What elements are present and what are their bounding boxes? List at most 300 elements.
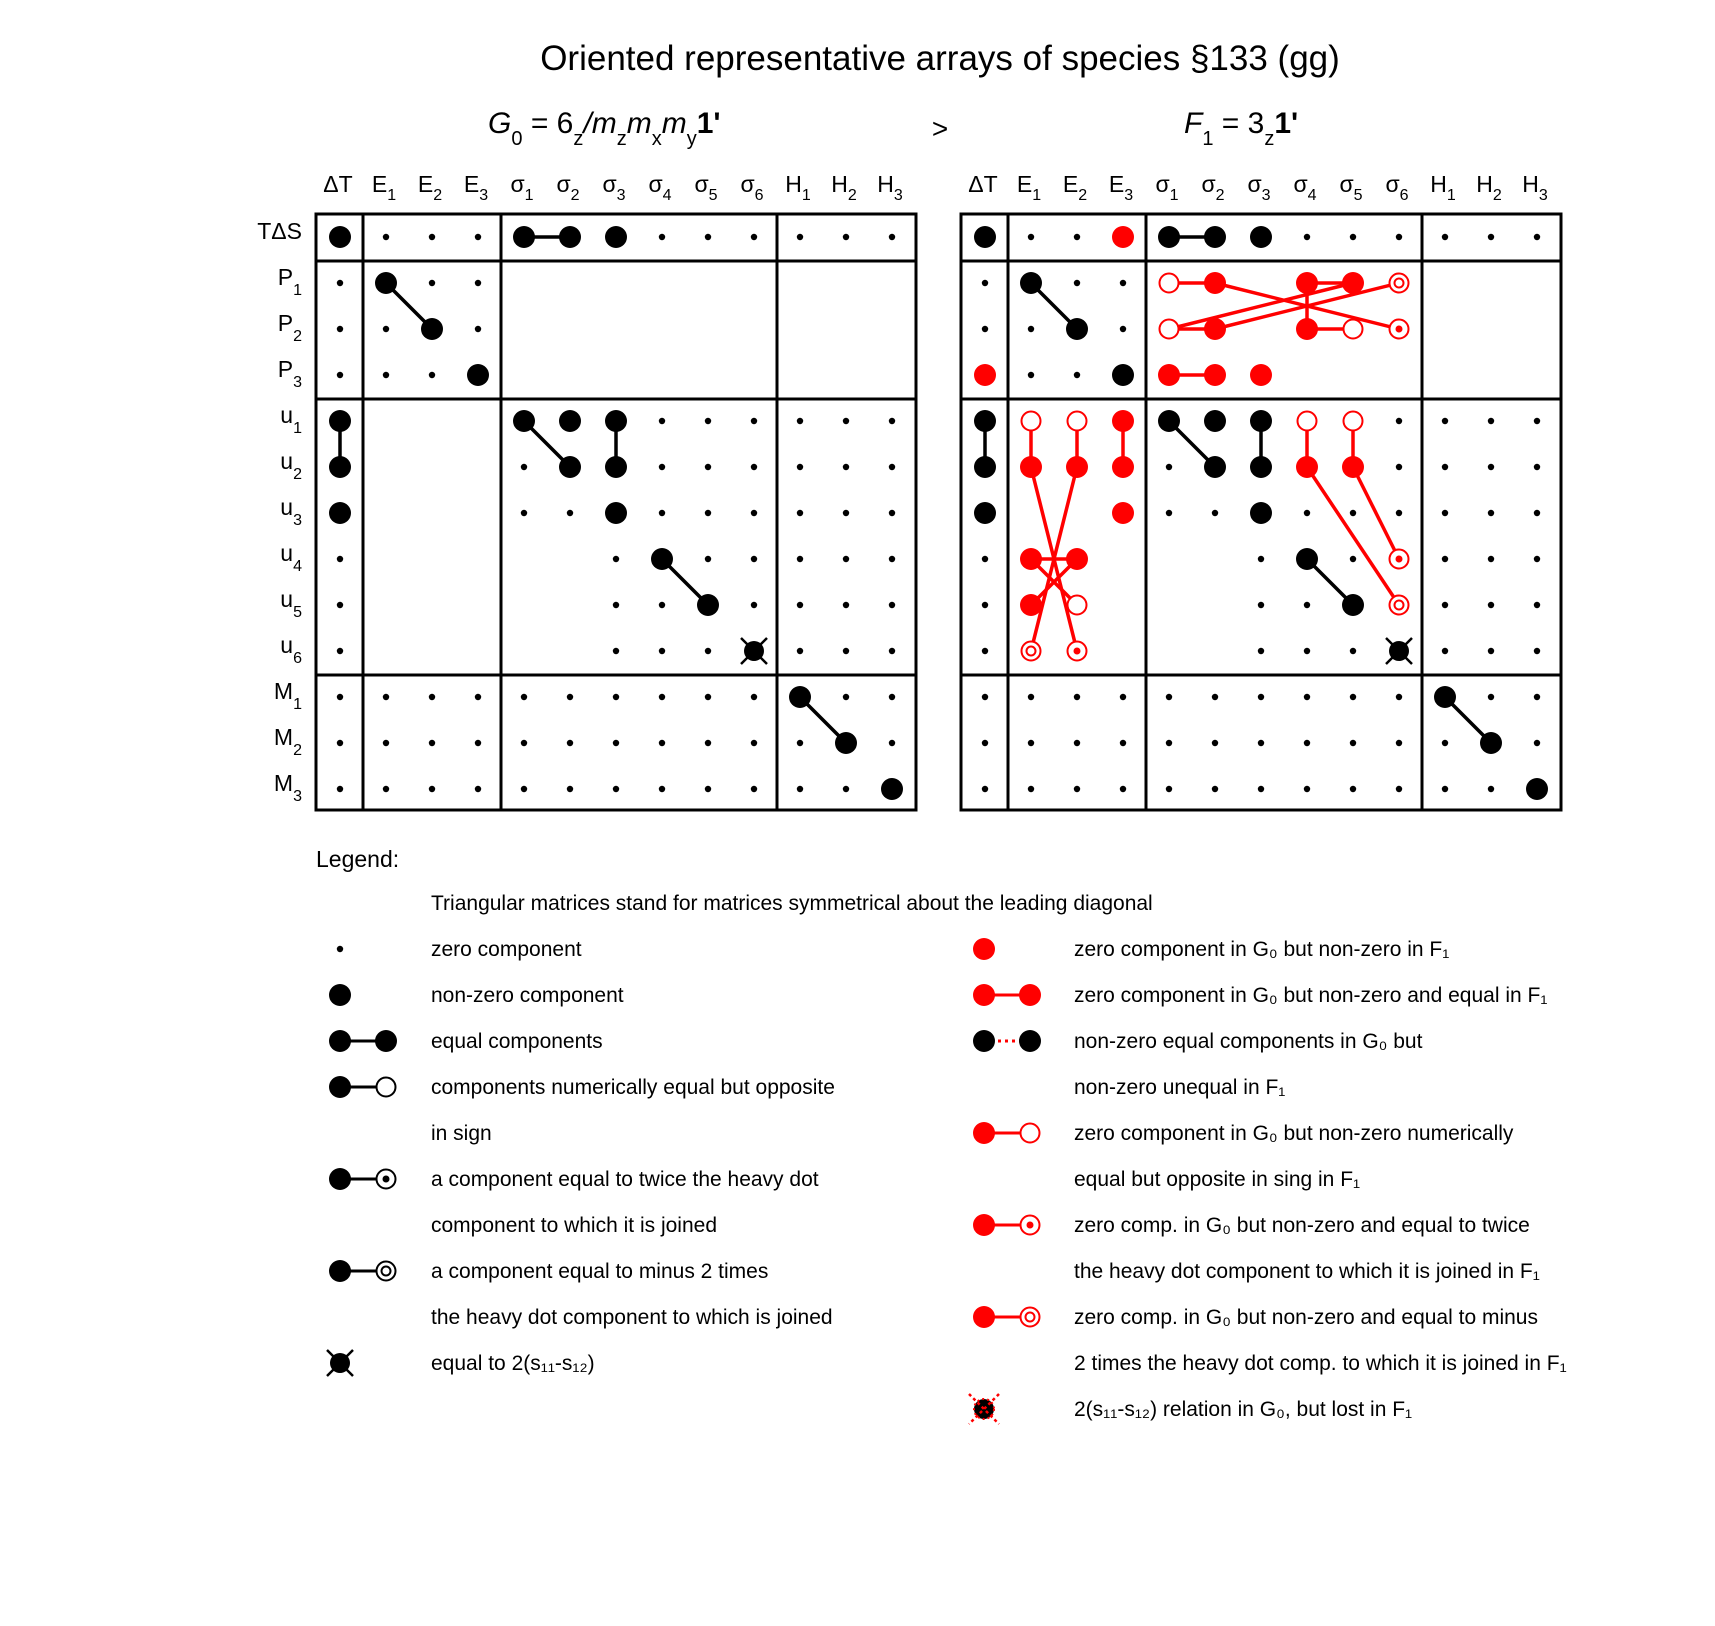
g0-zero-dot [889, 418, 895, 424]
legend-symbol-end [377, 1262, 396, 1281]
f1-zero-dot [1304, 602, 1310, 608]
f1-node-r8c8 [1342, 594, 1364, 616]
f1-zero-dot [1396, 510, 1402, 516]
g0-zero-dot [889, 602, 895, 608]
g0-zero-dot [429, 234, 435, 240]
legend-right-text: zero comp. in G₀ but non-zero and equal to minus [1074, 1306, 1538, 1329]
g0-zero-dot [705, 418, 711, 424]
g0-zero-dot [797, 556, 803, 562]
f1-zero-dot [1258, 648, 1264, 654]
g0-zero-dot [889, 464, 895, 470]
legend-heading: Legend: [316, 846, 400, 872]
f1-zero-dot [1396, 740, 1402, 746]
legend-right-item-2 [973, 1030, 1423, 1099]
legend-left-text: a component equal to minus 2 times [431, 1260, 769, 1283]
legend-symbol-x [969, 1394, 999, 1424]
f1-node-r4c8 [1344, 412, 1363, 431]
f1-zero-dot [1534, 234, 1540, 240]
f1-zero-dot [1396, 418, 1402, 424]
f1-label [1184, 107, 1298, 150]
legend-symbol-end [377, 1170, 396, 1189]
g0-zero-dot [613, 786, 619, 792]
g0-zero-dot [521, 740, 527, 746]
f1-zero-dot [1212, 510, 1218, 516]
f1-node-r3c0 [974, 364, 996, 386]
legend-right-text: zero component in G₀ but non-zero and equal in F₁ [1074, 984, 1548, 1007]
legend-symbol-end [1019, 984, 1041, 1006]
f1-col-header-3: $E_3$ [1108, 171, 1134, 204]
g0-zero-dot [567, 510, 573, 516]
f1-sub2: z [1264, 128, 1275, 150]
legend-left-item-4 [329, 1168, 819, 1237]
f1-node-r7c2 [1066, 548, 1088, 570]
f1-tail: 1' [1274, 107, 1299, 140]
f1-node-r5c3 [1112, 456, 1134, 478]
f1-node-r4c6 [1250, 410, 1272, 432]
f1-node-r6c0 [974, 502, 996, 524]
f1-node-r4c0 [974, 410, 996, 432]
g0-label: $G_0 = 6_z/m_zm_xm_y1'$ [488, 107, 721, 150]
g0-zero-dot [475, 740, 481, 746]
g0-zero-dot [889, 694, 895, 700]
f1-zero-dot [1074, 786, 1080, 792]
legend-symbol-dot [973, 984, 995, 1006]
f1-zero-dot [1166, 510, 1172, 516]
legend-left-text: in sign [431, 1122, 492, 1145]
f1-node-r1c5 [1204, 272, 1226, 294]
g0-node-r0c0 [329, 226, 351, 248]
row-label-5: $u_2$ [280, 448, 302, 483]
legend-left-text: a component equal to twice the heavy dot [431, 1168, 819, 1191]
f1-zero-dot [982, 740, 988, 746]
g0-zero-dot [751, 740, 757, 746]
legend-symbol-dot [329, 1076, 351, 1098]
f1-node-r1c8 [1342, 272, 1364, 294]
legend-right-item-6 [969, 1394, 1412, 1424]
f1-zero-dot [1028, 694, 1034, 700]
g0-eq: = 6 [530, 107, 574, 140]
g0-zero-dot [659, 648, 665, 654]
f1-zero-dot [1212, 694, 1218, 700]
f1-zero-dot [1442, 464, 1448, 470]
f1-link [1169, 283, 1353, 329]
legend-left [327, 938, 835, 1376]
g0-node-r6c6 [605, 502, 627, 524]
f1-zero-dot [1488, 510, 1494, 516]
legend-right-text: zero comp. in G₀ but non-zero and equal to twice [1074, 1214, 1530, 1237]
g0-zero-dot [521, 510, 527, 516]
g0-zero-dot [705, 740, 711, 746]
g0-zero-dot [521, 694, 527, 700]
f1-zero-dot [1396, 234, 1402, 240]
f1-node-r2c5 [1204, 318, 1226, 340]
row-label-2: $P_2$ [277, 310, 302, 345]
g0-zero-dot [889, 648, 895, 654]
legend-left-text: zero component [431, 938, 582, 961]
f1-zero-dot [1350, 234, 1356, 240]
f1-node-r4c4 [1158, 410, 1180, 432]
g0-zero-dot [337, 602, 343, 608]
f1-node-r2c9 [1390, 320, 1409, 339]
g0-zero-dot [567, 694, 573, 700]
g0-zero-dot [383, 234, 389, 240]
f1-node-r9c1 [1022, 642, 1041, 661]
legend-right-item-3 [973, 1122, 1514, 1191]
legend-left-text: non-zero component [431, 984, 624, 1007]
f1-zero-dot [1028, 372, 1034, 378]
g0-zero-dot [383, 786, 389, 792]
f1-node-r1c1 [1020, 272, 1042, 294]
g0-zero-dot [659, 234, 665, 240]
g0-node-r5c6 [605, 456, 627, 478]
g0-zero-dot [705, 694, 711, 700]
legend-symbol-dot [973, 1122, 995, 1144]
g0-zero-dot [843, 694, 849, 700]
f1-node-r3c6 [1250, 364, 1272, 386]
legend-left-text: equal components [431, 1030, 603, 1053]
f1-node-r8c1 [1020, 594, 1042, 616]
g0-zero-dot [613, 648, 619, 654]
f1-node-r0c3 [1112, 226, 1134, 248]
g0-zero-dot [705, 786, 711, 792]
row-label-6: $u_3$ [280, 494, 302, 529]
g0-zero-dot [843, 418, 849, 424]
legend-right-text: non-zero equal components in G₀ but [1074, 1030, 1423, 1053]
f1-col-header-2: $E_2$ [1062, 171, 1088, 204]
f1-zero-dot [982, 786, 988, 792]
f1-node-r4c1 [1022, 412, 1041, 431]
g0-zero-dot [705, 510, 711, 516]
f1-zero-dot [1442, 510, 1448, 516]
g0-zero-dot [659, 464, 665, 470]
g0-zero-dot [751, 234, 757, 240]
f1-node-r9c9 [1386, 638, 1412, 664]
g0-zero-dot [889, 234, 895, 240]
f1-col-header-8: $\sigma_5$ [1339, 171, 1363, 204]
f1-zero-dot [1258, 602, 1264, 608]
g0-zero-dot [705, 234, 711, 240]
legend-left-text: component to which it is joined [431, 1214, 717, 1237]
f1-node-r2c7 [1296, 318, 1318, 340]
g0-col-header-10: $H_1$ [785, 171, 811, 204]
legend-left-item-3 [329, 1076, 835, 1145]
g0-node-r2c2 [421, 318, 443, 340]
f1-sub: 1 [1202, 128, 1214, 150]
f1-zero-dot [1304, 648, 1310, 654]
f1-zero-dot [1442, 602, 1448, 608]
f1-col-header-10: $H_1$ [1430, 171, 1456, 204]
row-label-0: TΔS [257, 218, 302, 244]
f1-col-header-7: $\sigma_4$ [1293, 171, 1317, 204]
f1-col-header-1: $E_1$ [1016, 171, 1042, 204]
g0-zero-dot [475, 786, 481, 792]
g0-zero-dot [475, 326, 481, 332]
g0-col-header-0: ΔT [323, 171, 353, 197]
f1-node-r5c6 [1250, 456, 1272, 478]
f1-zero-dot [1534, 464, 1540, 470]
legend-symbol-dot [973, 938, 995, 960]
row-label-7: $u_4$ [280, 540, 302, 575]
f1-zero-dot [1534, 740, 1540, 746]
f1-zero-dot [1534, 418, 1540, 424]
f1-link [1307, 467, 1399, 605]
f1-node-r0c4 [1158, 226, 1180, 248]
g0-tail: 1' [696, 107, 721, 140]
f1-eq: = 3 [1221, 107, 1265, 140]
f1-zero-dot [1488, 648, 1494, 654]
g0-zero-dot [613, 556, 619, 562]
legend-note: Triangular matrices stand for matrices symmetrical about the leading diagonal [431, 892, 1153, 915]
f1-node-r2c2 [1066, 318, 1088, 340]
g0-node-r9c9 [741, 638, 767, 664]
legend-left-item-6 [327, 1350, 595, 1376]
g0-zero-dot [521, 464, 527, 470]
f1-zero-dot [1304, 510, 1310, 516]
g0-zero-dot [337, 372, 343, 378]
g0-zero-dot [567, 786, 573, 792]
g0-node-r0c6 [605, 226, 627, 248]
f1-node-r5c8 [1342, 456, 1364, 478]
legend-symbol-dot [329, 1260, 351, 1282]
g0-zero-dot [797, 510, 803, 516]
f1-zero-dot [1396, 464, 1402, 470]
g0-zero-dot [889, 556, 895, 562]
g0-zero-dot [889, 740, 895, 746]
figure-title: Oriented representative arrays of species §133 (gg) [540, 39, 1340, 78]
legend-right [969, 938, 1567, 1424]
f1-node-r11c11 [1480, 732, 1502, 754]
g0-node-r0c5 [559, 226, 581, 248]
f1-zero-dot [1028, 740, 1034, 746]
f1-zero-dot [1442, 234, 1448, 240]
g0-zero-dot [613, 602, 619, 608]
g0-sub: 0 [511, 128, 523, 150]
g0-zero-dot [429, 786, 435, 792]
f1-node-r1c9 [1390, 274, 1409, 293]
g0-zero-dot [429, 372, 435, 378]
legend-left-item-1 [329, 984, 624, 1007]
g0-col-header-1: $E_1$ [371, 171, 397, 204]
f1-zero-dot [1350, 694, 1356, 700]
f1-zero-dot [1396, 786, 1402, 792]
legend-symbol-x [327, 1350, 353, 1376]
g0-zero-dot [337, 326, 343, 332]
g0-zero-dot [751, 786, 757, 792]
f1-zero-dot [1074, 280, 1080, 286]
f1-zero-dot [1166, 740, 1172, 746]
f1-node-r5c5 [1204, 456, 1226, 478]
g0-col-header-4: $\sigma_1$ [510, 171, 534, 204]
g0-zero-dot [797, 602, 803, 608]
f1-node-r5c1 [1020, 456, 1042, 478]
g0-zero-dot [659, 740, 665, 746]
g0-zero-dot [659, 602, 665, 608]
f1-zero-dot [1442, 648, 1448, 654]
f1-col-header-4: $\sigma_1$ [1155, 171, 1179, 204]
f1-node-r9c2 [1068, 642, 1087, 661]
f1-col-header-11: $H_2$ [1476, 171, 1502, 204]
legend-right-text: zero component in G₀ but non-zero in F₁ [1074, 938, 1450, 961]
g0-zero-dot [705, 556, 711, 562]
f1-zero-dot [1212, 740, 1218, 746]
g0-zero-dot [613, 740, 619, 746]
f1-node-r2c4 [1160, 320, 1179, 339]
f1-zero-dot [982, 326, 988, 332]
row-label-9: $u_6$ [280, 632, 302, 667]
g0-zero-dot [843, 786, 849, 792]
f1-zero-dot [1212, 786, 1218, 792]
g0-node-r7c7 [651, 548, 673, 570]
f1-node-r8c2 [1068, 596, 1087, 615]
g0-col-header-2: $E_2$ [417, 171, 443, 204]
legend-symbol-dot [973, 1306, 995, 1328]
f1-zero-dot [982, 602, 988, 608]
legend-right-item-5 [973, 1306, 1567, 1375]
g0-zero-dot [751, 556, 757, 562]
f1-zero-dot [1442, 786, 1448, 792]
g0-zero-dot [475, 234, 481, 240]
legend-right-item-1 [973, 984, 1547, 1007]
g0-zero-dot [751, 418, 757, 424]
legend-right-text: non-zero unequal in F₁ [1074, 1076, 1286, 1099]
f1-zero-dot [1304, 234, 1310, 240]
f1-symbol: F [1184, 107, 1203, 140]
g0-zero-dot [751, 694, 757, 700]
f1-node-r5c7 [1296, 456, 1318, 478]
g0-node-r5c5 [559, 456, 581, 478]
f1-zero-dot [982, 694, 988, 700]
f1-zero-dot [1534, 510, 1540, 516]
g0-node-r4c5 [559, 410, 581, 432]
f1-zero-dot [1442, 740, 1448, 746]
g0-zero-dot [475, 694, 481, 700]
f1-zero-dot [1488, 234, 1494, 240]
g0-zero-dot [659, 786, 665, 792]
f1-zero-dot [1028, 234, 1034, 240]
f1-zero-dot [1488, 602, 1494, 608]
g0-zero-dot [337, 648, 343, 654]
f1-zero-dot [1534, 556, 1540, 562]
f1-col-header-0: ΔT [968, 171, 998, 197]
g0-node-r4c0 [329, 410, 351, 432]
f1-node-r4c7 [1298, 412, 1317, 431]
f1-zero-dot [1120, 740, 1126, 746]
f1-zero-dot [1534, 602, 1540, 608]
g0-node-r6c0 [329, 502, 351, 524]
f1-zero-dot [1350, 740, 1356, 746]
g0-node-r4c6 [605, 410, 627, 432]
legend-symbol-end [377, 1078, 396, 1097]
g0-zero-dot [613, 694, 619, 700]
g0-zero-dot [429, 694, 435, 700]
g0-zero-dot [429, 740, 435, 746]
f1-node-r4c5 [1204, 410, 1226, 432]
g0-zero-dot [337, 556, 343, 562]
g0-node-r3c3 [467, 364, 489, 386]
legend-right-item-0 [973, 938, 1449, 961]
f1-node-r4c2 [1068, 412, 1087, 431]
g0-zero-dot [843, 510, 849, 516]
f1-zero-dot [1028, 326, 1034, 332]
g0-zero-dot [843, 234, 849, 240]
g0-col-header-12: $H_3$ [877, 171, 903, 204]
f1-node-r1c7 [1296, 272, 1318, 294]
f1-node-r8c9 [1390, 596, 1409, 615]
legend-left-text: equal to 2(s₁₁-s₁₂) [431, 1352, 595, 1375]
g0-zero-dot [705, 464, 711, 470]
g0-zero-dot [337, 694, 343, 700]
f1-zero-dot [1396, 694, 1402, 700]
legend-symbol-dot [973, 1214, 995, 1236]
f1-zero-dot [1166, 694, 1172, 700]
g0-zero-dot [383, 372, 389, 378]
f1-zero-dot [982, 648, 988, 654]
legend-left-text: components numerically equal but opposite [431, 1076, 835, 1099]
g0-zero-dot [843, 648, 849, 654]
f1-node-r7c9 [1390, 550, 1409, 569]
legend-left-item-0 [337, 938, 582, 961]
g0-zero-dot [337, 280, 343, 286]
f1-zero-dot [1074, 372, 1080, 378]
row-labels [257, 218, 302, 805]
g0-col-header-6: $\sigma_3$ [602, 171, 626, 204]
f1-zero-dot [1304, 740, 1310, 746]
f1-node-r0c0 [974, 226, 996, 248]
f1-col-header-6: $\sigma_3$ [1247, 171, 1271, 204]
f1-node-r3c4 [1158, 364, 1180, 386]
f1-node-r6c6 [1250, 502, 1272, 524]
g0-node-r1c1 [375, 272, 397, 294]
row-label-4: $u_1$ [280, 402, 302, 437]
row-label-1: $P_1$ [277, 264, 302, 299]
g0-zero-dot [521, 786, 527, 792]
f1-node-r0c6 [1250, 226, 1272, 248]
g0-col-header-7: $\sigma_4$ [648, 171, 672, 204]
legend-symbol-dot [973, 1030, 995, 1052]
g0-node-r10c10 [789, 686, 811, 708]
f1-zero-dot [1442, 556, 1448, 562]
legend-symbol-dot [329, 1030, 351, 1052]
f1-zero-dot [1120, 326, 1126, 332]
f1-node-r1c4 [1160, 274, 1179, 293]
g0-zero-dot [843, 556, 849, 562]
g0-node-r12c12 [881, 778, 903, 800]
g0-node-r11c11 [835, 732, 857, 754]
f1-zero-dot [1534, 648, 1540, 654]
g0-zero-dot [659, 418, 665, 424]
g0-zero-dot [843, 464, 849, 470]
legend-left-item-2 [329, 1030, 603, 1053]
row-label-8: $u_5$ [280, 586, 302, 621]
f1-zero-dot [1120, 694, 1126, 700]
g0-zero-dot [567, 740, 573, 746]
f1-zero-dot [1534, 694, 1540, 700]
legend-right-text: zero component in G₀ but non-zero numerically [1074, 1122, 1514, 1145]
g0-zero-dot [337, 786, 343, 792]
f1-node-r2c8 [1344, 320, 1363, 339]
f1-node-r0c5 [1204, 226, 1226, 248]
f1-zero-dot [1074, 694, 1080, 700]
f1-zero-dot [1166, 464, 1172, 470]
f1-node-r5c2 [1066, 456, 1088, 478]
g0-zero-dot [705, 648, 711, 654]
f1-zero-dot [1074, 234, 1080, 240]
f1-zero-dot [1258, 740, 1264, 746]
legend-right-text: 2(s₁₁-s₁₂) relation in G₀, but lost in F₁ [1074, 1398, 1413, 1421]
g0-node-r0c4 [513, 226, 535, 248]
f1-zero-dot [1350, 786, 1356, 792]
legend-symbol-end [1021, 1308, 1040, 1327]
